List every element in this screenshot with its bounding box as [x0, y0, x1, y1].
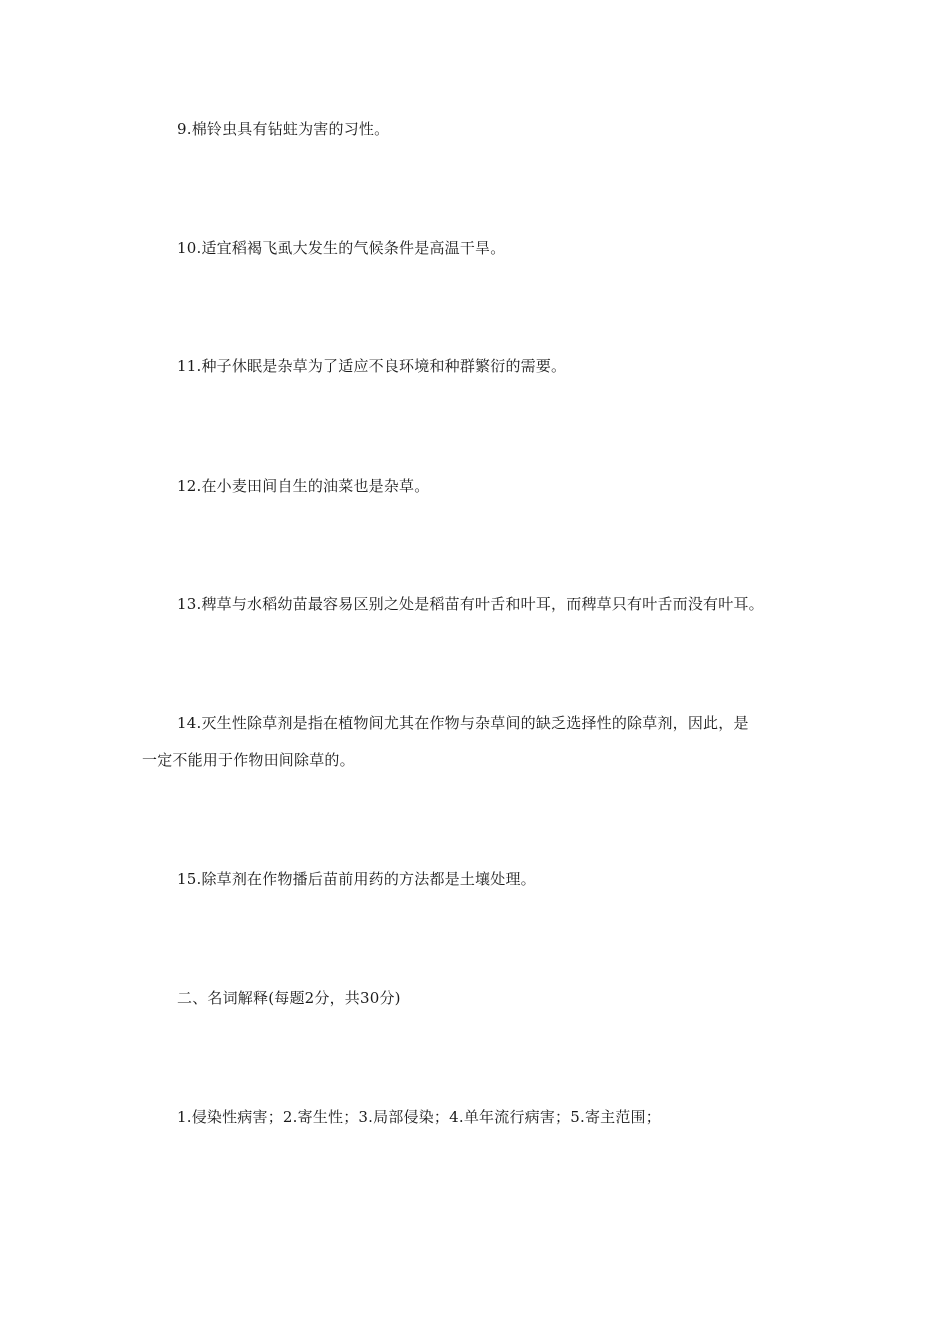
question-12: 12.在小麦田间自生的油菜也是杂草。 — [177, 477, 430, 495]
section-heading: 二、名词解释(每题2分，共30分) — [177, 989, 401, 1007]
question-13: 13.稗草与水稻幼苗最容易区别之处是稻苗有叶舌和叶耳，而稗草只有叶舌而没有叶耳。 — [177, 595, 764, 613]
question-9: 9.棉铃虫具有钻蛀为害的习性。 — [177, 120, 390, 138]
terms-list: 1.侵染性病害；2.寄生性；3.局部侵染；4.单年流行病害；5.寄主范围； — [177, 1108, 661, 1126]
question-11: 11.种子休眠是杂草为了适应不良环境和种群繁衍的需要。 — [177, 357, 567, 375]
question-14-line-1: 14.灭生性除草剂是指在植物间尤其在作物与杂草间的缺乏选择性的除草剂，因此，是 — [177, 714, 749, 732]
question-10: 10.适宜稻褐飞虱大发生的气候条件是高温干旱。 — [177, 239, 506, 257]
question-15: 15.除草剂在作物播后苗前用药的方法都是土壤处理。 — [177, 870, 536, 888]
question-14-line-2: 一定不能用于作物田间除草的。 — [142, 751, 355, 769]
